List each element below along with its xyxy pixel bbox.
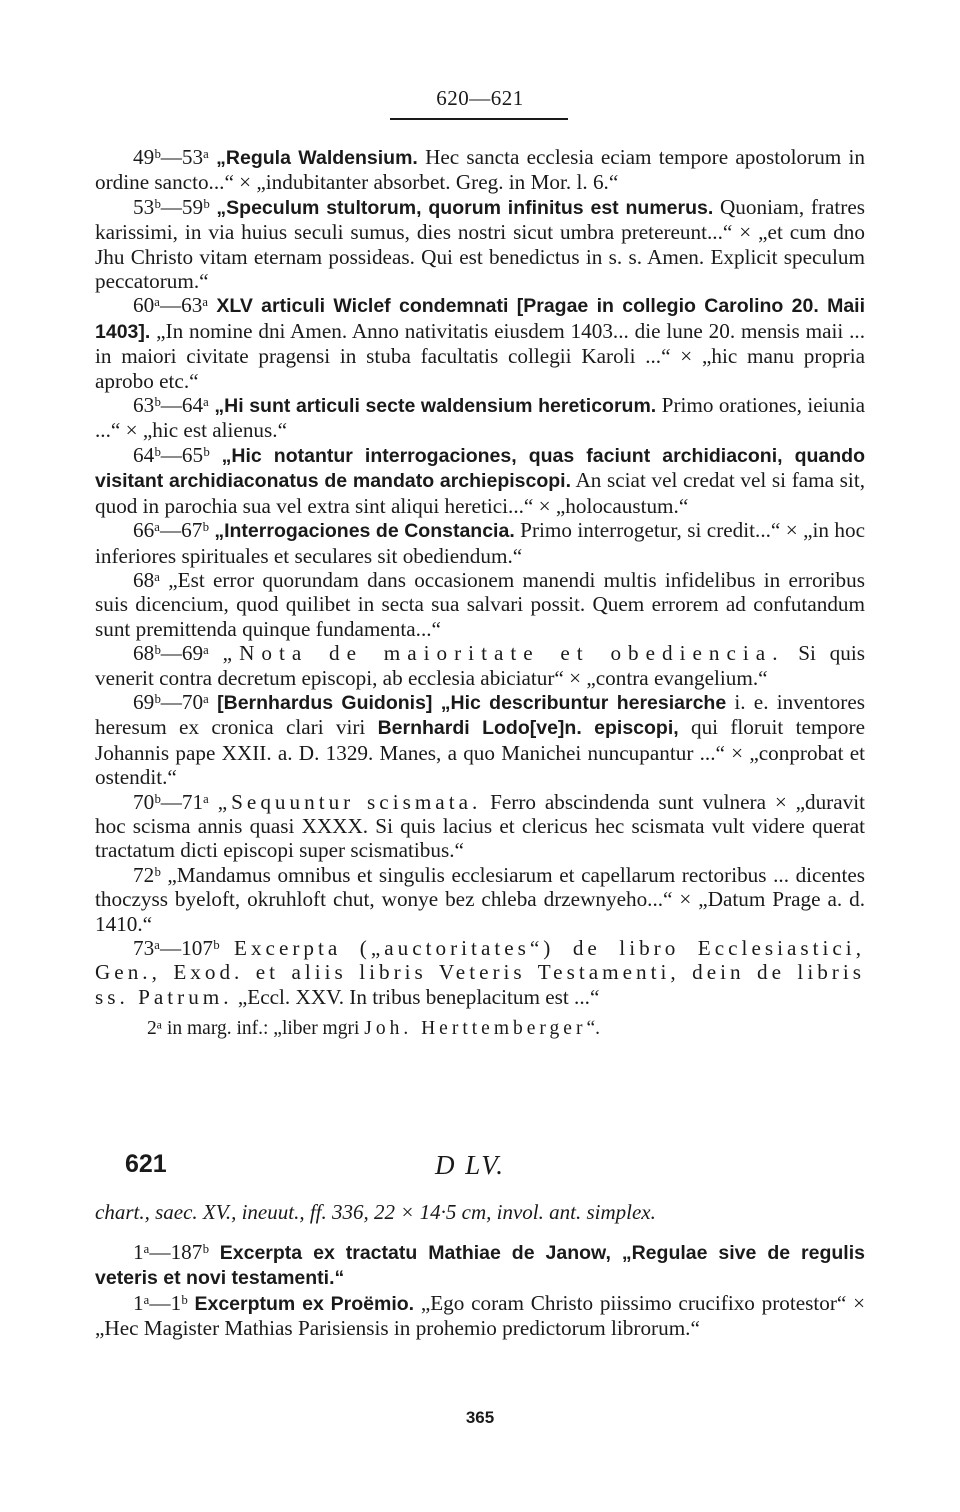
manuscript-description: chart., saec. XV., ineuut., ff. 336, 22 × 14·5 cm, invol. ant. simplex. <box>95 1200 656 1224</box>
entry-text: Quoniam, fratres karissimi, in via huius seculi sumus, dies nostri sicut umbra pretereunt...“ × „et cum dno Jhu Christo vitam eternam possideas. Qui est benedictus in s. s. Amen. Explicit speculum peccatorum.“ <box>95 194 865 294</box>
folio-range: 69ᵇ—70ᵃ <box>133 689 209 714</box>
entry-excerpta-auctoritates <box>95 936 865 1009</box>
entry-text: „In nomine dni Amen. Anno nativitatis eiusdem 1403... die lune 20. mensis maii ... in maiori civitate pragensi in stuba facultatis collegii Karoli ...“ × „hic manu propria aprobo etc.“ <box>95 318 865 393</box>
entry-excerpta-janow <box>95 1240 865 1291</box>
entry-interrogaciones-archidiaconi <box>95 443 865 518</box>
entry-text: „Eccl. XXV. In tribus beneplacitum est ...“ <box>232 984 600 1009</box>
folio-range: 70ᵇ—71ᵃ <box>133 789 209 814</box>
folio-range: 68ᵃ <box>133 567 160 592</box>
entry-regula-waldensium <box>95 145 865 195</box>
manuscript-signature: D LV. <box>435 1150 506 1180</box>
entry-title: [Bernhardus Guidonis] „Hic describuntur heresiarche <box>217 691 727 714</box>
manuscript-number: 621 <box>125 1150 167 1178</box>
entry-text: An sciat vel credat vel si fama sit, quod in parochia sua vel extra sint aliqui heretici...“ × „holocaustum.“ <box>95 468 865 518</box>
entry-title: „Interrogaciones de Constancia. <box>214 520 515 543</box>
entry-nota-de-maioritate <box>95 641 865 690</box>
folio-range: 72ᵇ <box>133 862 161 887</box>
entry-error-quorundam <box>95 568 865 641</box>
entry-text: „Ego coram Christo piissimo crucifixo protestor“ × „Hec Magister Mathias Parisiensis in prohemio predictorum librorum.“ <box>95 1290 866 1341</box>
running-header: 620—621 <box>436 86 524 110</box>
page-number: 365 <box>465 1408 495 1427</box>
manuscript-heading <box>95 1150 865 1190</box>
entry-text: qui floruit tempore Johannis pape XXII. a. D. 1329. Manes, a quo Manichei nuncupantur ...“ × „conprobat et ostendit.“ <box>95 715 865 790</box>
folio-range: 63ᵇ—64ᵃ <box>133 393 209 418</box>
note-spaced-name: Joh. Herttemberger <box>364 1018 587 1040</box>
entry-title: „Regula Waldensium. <box>216 147 418 169</box>
entry-title: XLV articuli Wiclef condemnati [Pragae in collegio Carolino 20. Maii 1403]. <box>95 295 866 343</box>
entry-sequuntur-scismata <box>95 790 865 863</box>
folio-range: 1ᵃ—187ᵇ <box>133 1240 209 1264</box>
entry-speculum-stultorum <box>95 195 865 294</box>
note-lead: 2ᵃ in marg. inf.: „liber mgri <box>147 1018 365 1040</box>
folio-range: 49ᵇ—53ᵃ <box>133 145 209 169</box>
folio-range: 64ᵇ—65ᵇ <box>133 442 210 467</box>
entry-articuli-waldensium <box>95 393 865 443</box>
folio-range: 68ᵇ—69ᵃ <box>133 641 209 666</box>
entry-text: Hec sancta ecclesia eciam tempore apostolorum in ordine sancto...“ × „indubitanter absorbet. Greg. in Mor. l. 6.“ <box>95 145 865 195</box>
entry-bernhardus-guidonis <box>95 690 865 790</box>
catalogue-body-621 <box>95 1240 865 1341</box>
folio-range: 1ᵃ—1ᵇ <box>133 1290 188 1315</box>
entry-spaced-title: Excerpta („auctoritates“) de libro Ecclesiastici, Gen., Exod. et aliis libris Veteris Testamenti, dein de libris ss. Patrum. <box>95 936 865 1009</box>
document-page <box>95 0 865 1512</box>
note-tail: “. <box>586 1018 600 1040</box>
folio-range: 73ᵃ—107ᵇ <box>133 936 220 960</box>
entry-text: Primo interrogetur, si credit...“ × „in hoc inferiores spirituales et seculares sit obediendum.“ <box>95 518 866 568</box>
entry-title-secondary: Bernhardi Lodo[ve]n. episcopi, <box>377 717 679 740</box>
folio-range: 53ᵇ—59ᵇ <box>133 194 210 219</box>
catalogue-body <box>95 145 865 1042</box>
entry-text: Primo orationes, ieiunia ...“ × „hic est alienus.“ <box>95 393 865 443</box>
entry-mandamus <box>95 863 865 936</box>
entry-title: „Hic notantur interrogaciones, quas faciunt archidiaconi, quando visitant archidiaconatus de mandato archiepiscopi. <box>95 444 866 493</box>
entry-spaced-title: „Sequuntur scismata. <box>217 789 482 814</box>
entry-text: „Mandamus omnibus et singulis ecclesiarum et capellarum rectoribus ... dicentes thoczyss byeloft, okruhloft chut, wonye bez chleba drzewnyeho...“ × „Datum Prage a. d. 1410.“ <box>95 862 865 936</box>
entry-text: Si quis venerit contra decretum episcopi, ab ecclesia abiciatur“ × „contra evangelium.“ <box>95 641 865 690</box>
entry-title: „Hi sunt articuli secte waldensium hereticorum. <box>214 395 657 418</box>
entry-title: Excerpta ex tractatu Mathiae de Janow, „Regulae sive de regulis veteris et novi testamenti.“ <box>95 1242 865 1290</box>
entry-excerptum-proemio <box>95 1291 865 1341</box>
marginal-note <box>95 1017 865 1041</box>
folio-range: 66ᵃ—67ᵇ <box>133 518 209 543</box>
entry-articuli-wiclef <box>95 293 865 393</box>
folio-range: 60ᵃ—63ᵃ <box>133 293 209 318</box>
header-rule <box>390 118 568 120</box>
entry-text: i. e. inventores heresum ex cronica clari viri <box>95 689 865 740</box>
entry-title: „Speculum stultorum, quorum infinitus est numerus. <box>216 196 714 219</box>
entry-text: „Est error quorundam dans occasionem manendi multis infidelibus in erroribus suis dicencium, quod quilibet in secta sua salvari possit. Quem errorem ad confutandum sunt premittenda quinque fundamenta...“ <box>95 567 865 641</box>
entry-interrogaciones-constancia <box>95 518 865 568</box>
entry-spaced-title: „Nota de maioritate et obediencia. <box>222 641 785 666</box>
entry-text: Ferro abscindenda sunt vulnera × „duravit hoc scisma annis quasi XXXX. Si quis lacius et clericus hec scismata vult videre querat tractatum dicti episcopi super scismatibus.“ <box>95 789 866 863</box>
entry-title: Excerptum ex Proëmio. <box>194 1292 415 1315</box>
